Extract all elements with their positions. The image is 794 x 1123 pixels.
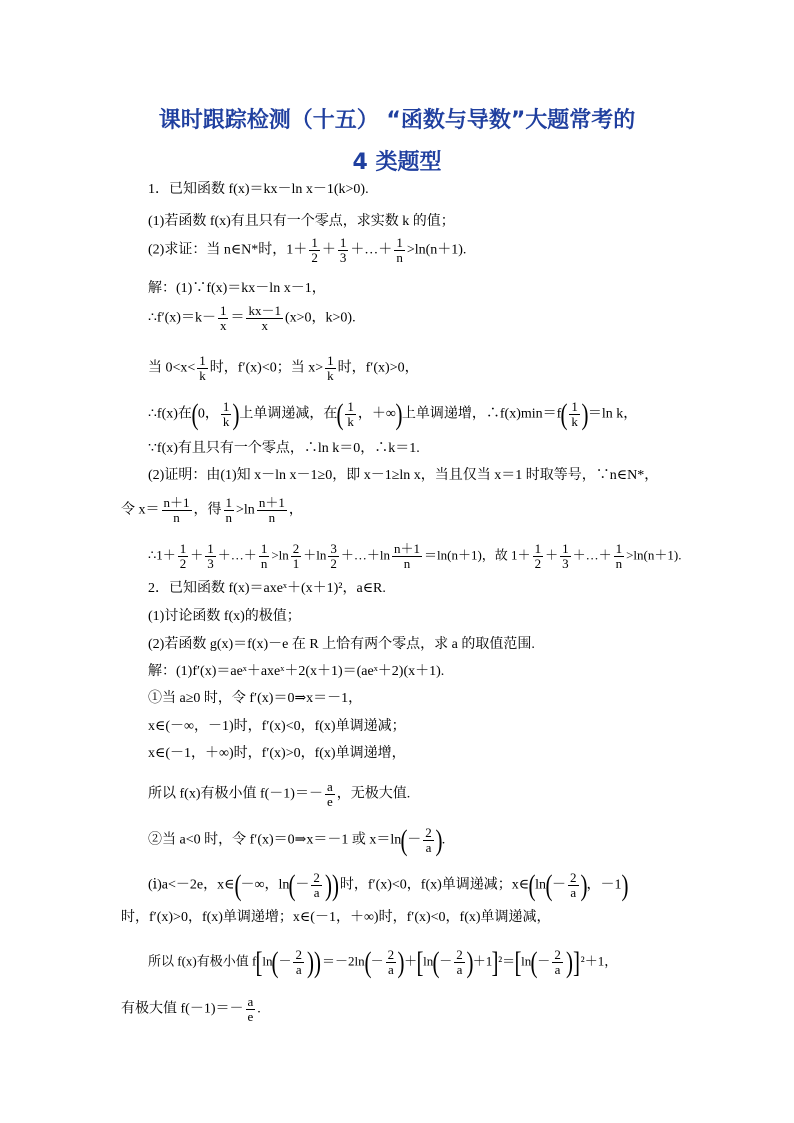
page-title-line2: 4 类题型 (352, 150, 442, 175)
text: ln (262, 953, 273, 969)
text: ＋ (404, 953, 418, 969)
paren: ( (364, 945, 372, 979)
text: 2．已知函数 f(x)＝axeˣ＋(x＋1)²，a∈R. (148, 581, 386, 596)
solution-1-conclusion (148, 440, 420, 458)
fraction (293, 948, 304, 977)
num: a (326, 779, 333, 794)
fraction (328, 542, 339, 571)
num: 1 (225, 495, 233, 510)
paren: ( (234, 868, 241, 902)
text: ，得 (193, 502, 222, 518)
num: kx－1 (248, 303, 281, 318)
den: e (326, 794, 333, 809)
problem-1-part-1 (148, 213, 455, 231)
fraction (257, 496, 287, 525)
num: 1 (222, 399, 230, 414)
text: － (407, 832, 422, 848)
den: n (403, 556, 411, 571)
problem-1-statement (148, 181, 369, 199)
text: ， (288, 502, 303, 518)
fraction (454, 948, 465, 977)
paren: ( (271, 945, 279, 979)
paren: ( (432, 945, 440, 979)
fraction (246, 304, 283, 333)
fraction (338, 236, 349, 265)
solution-2-decreasing (148, 718, 406, 736)
text: ln (423, 953, 434, 969)
paren: ( (528, 868, 536, 902)
text: 解：(1)f′(x)＝aeˣ＋axeˣ＋2(x＋1)＝(aeˣ＋2)(x＋1). (148, 664, 445, 679)
den: k (199, 368, 206, 383)
text: ＋ (321, 242, 336, 258)
fraction (392, 542, 422, 571)
text: ln (521, 953, 532, 969)
den: a (425, 840, 432, 855)
num: 1 (534, 541, 542, 556)
den: e (247, 1009, 254, 1024)
num: 1 (571, 399, 578, 414)
fraction (533, 542, 544, 571)
solution-2-increasing (148, 745, 406, 763)
text: ＋…＋ln (340, 547, 391, 563)
text: ²＝ (498, 953, 516, 969)
text: 上单调递减，在 (239, 406, 338, 422)
num: n＋1 (163, 495, 190, 510)
paren: [ (255, 945, 263, 979)
fraction (311, 871, 322, 900)
den: x (261, 318, 268, 333)
num: 1 (260, 541, 268, 556)
fraction (205, 542, 216, 571)
text: －∞，ln (240, 877, 290, 893)
num: 2 (313, 870, 320, 885)
text: ，－1 (586, 877, 622, 893)
text: ＋ (545, 547, 559, 563)
paren: [ (514, 945, 522, 979)
num: 2 (295, 947, 302, 962)
den: n (260, 556, 268, 571)
text: ＋…＋ (217, 547, 257, 563)
text: 0， (197, 406, 219, 422)
solution-1-line (148, 280, 326, 298)
text: 1．已知函数 f(x)＝kx－ln x－1(k>0). (148, 182, 369, 197)
den: k (327, 368, 334, 383)
text: ∴f(x)在 (148, 406, 192, 422)
num: 3 (330, 541, 337, 556)
den: n (615, 556, 623, 571)
den: n (173, 510, 180, 525)
num: 2 (387, 947, 395, 962)
text: . (257, 1001, 261, 1017)
solution-2-case-1 (148, 690, 362, 708)
fraction (386, 948, 397, 977)
paren: ) (232, 397, 240, 431)
text: 令 x＝ (121, 502, 160, 518)
fraction (309, 236, 320, 265)
fraction (568, 871, 579, 900)
solution-2-subcase-i (148, 868, 629, 902)
paren: ( (400, 823, 408, 857)
fraction (221, 400, 232, 429)
den: k (347, 414, 354, 429)
paren: ) (466, 945, 474, 979)
solution-1-proof (148, 467, 658, 485)
text: . (441, 832, 446, 848)
paren: ) (397, 945, 405, 979)
num: 1 (347, 399, 354, 414)
solution-1-monotonic (148, 354, 419, 383)
text: (2)若函数 g(x)＝f(x)－e 在 R 上恰有两个零点，求 a 的取值范围. (148, 637, 535, 652)
text: ，无极大值. (336, 786, 411, 802)
den: k (222, 414, 230, 429)
den: a (387, 962, 394, 977)
den: a (570, 885, 577, 900)
den: n (225, 510, 233, 525)
paren: ) (581, 397, 589, 431)
fraction (259, 542, 270, 571)
paren: )] (565, 945, 580, 979)
fraction (560, 542, 571, 571)
text: ，＋∞ (357, 406, 396, 422)
num: a (247, 994, 254, 1009)
den: 2 (179, 556, 187, 571)
text: ∵f(x)有且只有一个零点，∴ln k＝0，∴k＝1. (148, 441, 420, 456)
text: ＝－2ln (321, 953, 365, 969)
text: 所以 f(x)有极小值 f (148, 953, 257, 969)
text: x∈(－∞，－1)时，f′(x)<0，f(x)单调递减； (148, 719, 406, 734)
den: n (396, 250, 403, 265)
text: 解：(1)∵f(x)＝kx－ln x－1， (148, 281, 326, 296)
text: － (537, 953, 551, 969)
den: a (313, 885, 320, 900)
fraction (178, 542, 189, 571)
paren: )) (306, 945, 321, 979)
text: ＝ln k， (587, 406, 638, 422)
fraction (291, 542, 302, 571)
paren: ) (435, 823, 443, 857)
text: 时，f′(x)>0， (337, 360, 419, 376)
solution-2-case-2 (148, 823, 446, 857)
text: >ln(n＋1). (406, 242, 467, 258)
fraction (246, 995, 256, 1024)
text: ln (535, 877, 547, 893)
den: k (571, 414, 578, 429)
fraction (162, 496, 192, 525)
fraction (218, 304, 229, 333)
num: 1 (311, 235, 318, 250)
num: 1 (219, 303, 227, 318)
num: 2 (425, 825, 432, 840)
text: ＝ln(n＋1)，故 1＋ (424, 547, 531, 563)
paren: ] (491, 945, 499, 979)
num: 1 (327, 353, 334, 368)
solution-2-maximum (121, 995, 261, 1024)
solution-1-derivative (148, 304, 356, 333)
num: 1 (562, 541, 569, 556)
paren: [ (416, 945, 424, 979)
paren: ( (336, 397, 344, 431)
text: ①当 a≥0 时，令 f′(x)＝0⇒x＝－1， (148, 691, 363, 706)
fraction (569, 400, 580, 429)
den: x (219, 318, 227, 333)
text: (1)若函数 f(x)有且只有一个零点，求实数 k 的值； (148, 214, 455, 229)
text: 时，f′(x)>0，f(x)单调递增；x∈(－1，＋∞)时，f′(x)<0，f(x)单调递减， (121, 910, 551, 925)
text: x∈(－1，＋∞)时，f′(x)>0，f(x)单调递增， (148, 746, 406, 761)
solution-2-minimum-value (148, 945, 618, 979)
den: 2 (534, 556, 542, 571)
fraction (325, 780, 335, 809)
text: － (295, 877, 310, 893)
solution-2-derivative (148, 663, 444, 681)
text: － (278, 953, 292, 969)
paren: )) (324, 868, 339, 902)
num: 2 (456, 947, 463, 962)
den: 2 (311, 250, 318, 265)
page-title-line1: 课时跟踪检测（十五） “函数与导数”大题常考的 (158, 108, 636, 133)
text: 上单调递增，∴f(x)min＝f (401, 406, 562, 422)
solution-1-sum (148, 542, 681, 571)
problem-1-part-2 (148, 236, 466, 265)
text: ＋1 (472, 953, 493, 969)
den: 3 (562, 556, 569, 571)
den: 3 (339, 250, 347, 265)
den: 2 (330, 556, 337, 571)
problem-2-statement (148, 580, 386, 598)
text: (1)讨论函数 f(x)的极值； (148, 609, 301, 624)
fraction (394, 236, 405, 265)
fraction (197, 354, 208, 383)
problem-2-part-2 (148, 636, 535, 654)
den: 1 (292, 556, 300, 571)
fraction (552, 948, 563, 977)
paren: ) (395, 397, 403, 431)
num: 1 (339, 235, 347, 250)
solution-1-substitution (121, 496, 303, 525)
text: ∴f′(x)＝k－ (148, 310, 216, 326)
text: ²＋1， (580, 953, 618, 969)
text: >ln (236, 502, 255, 518)
text: － (370, 953, 384, 969)
paren: ( (288, 868, 296, 902)
solution-2-minimum (148, 780, 410, 809)
num: 1 (615, 541, 623, 556)
text: － (439, 953, 453, 969)
text: 时，f′(x)<0；当 x> (209, 360, 324, 376)
num: 2 (554, 947, 561, 962)
text: ＝ (230, 310, 245, 326)
paren: ( (560, 397, 568, 431)
text: (2)证明：由(1)知 x－ln x－1≥0，即 x－1≥ln x，当且仅当 x＝1 时取等号，∵n∈N*， (148, 468, 659, 483)
text: >ln (271, 547, 289, 563)
num: n＋1 (394, 541, 421, 556)
text: >ln(n＋1). (626, 547, 682, 563)
num: 2 (570, 870, 577, 885)
fraction (224, 496, 235, 525)
den: a (554, 962, 561, 977)
paren: ) (580, 868, 588, 902)
text: 当 0<x< (148, 360, 196, 376)
text: 时，f′(x)<0，f(x)单调递减；x∈ (339, 877, 530, 893)
num: 1 (207, 541, 214, 556)
den: a (456, 962, 463, 977)
paren: ) (621, 868, 629, 902)
solution-1-intervals (148, 397, 638, 431)
text: ∴1＋ (148, 547, 176, 563)
text: ②当 a<0 时，令 f′(x)＝0⇒x＝－1 或 x＝ln (148, 832, 402, 848)
text: (x>0，k>0). (284, 310, 356, 326)
fraction (345, 400, 356, 429)
text: (ⅰ)a<－2e，x∈ (148, 877, 235, 893)
num: 1 (199, 353, 206, 368)
text: 有极大值 f(－1)＝－ (121, 1001, 244, 1017)
den: n (268, 510, 276, 525)
den: a (295, 962, 302, 977)
paren: ( (530, 945, 538, 979)
text: ＋…＋ (350, 242, 393, 258)
text: ＋ (190, 547, 204, 563)
fraction (325, 354, 336, 383)
num: 1 (396, 235, 403, 250)
text: 所以 f(x)有极小值 f(－1)＝－ (148, 786, 323, 802)
num: 2 (292, 541, 300, 556)
text: (2)求证：当 n∈N*时，1＋ (148, 242, 308, 258)
text: ＋…＋ (572, 547, 612, 563)
paren: ( (191, 397, 199, 431)
solution-2-subcase-i-cont (121, 909, 551, 927)
den: 3 (207, 556, 214, 571)
num: n＋1 (258, 495, 285, 510)
num: 1 (179, 541, 187, 556)
paren: ( (545, 868, 553, 902)
fraction (423, 826, 434, 855)
text: ＋ln (303, 547, 327, 563)
fraction (614, 542, 625, 571)
text: － (552, 877, 567, 893)
problem-2-part-1 (148, 608, 301, 626)
